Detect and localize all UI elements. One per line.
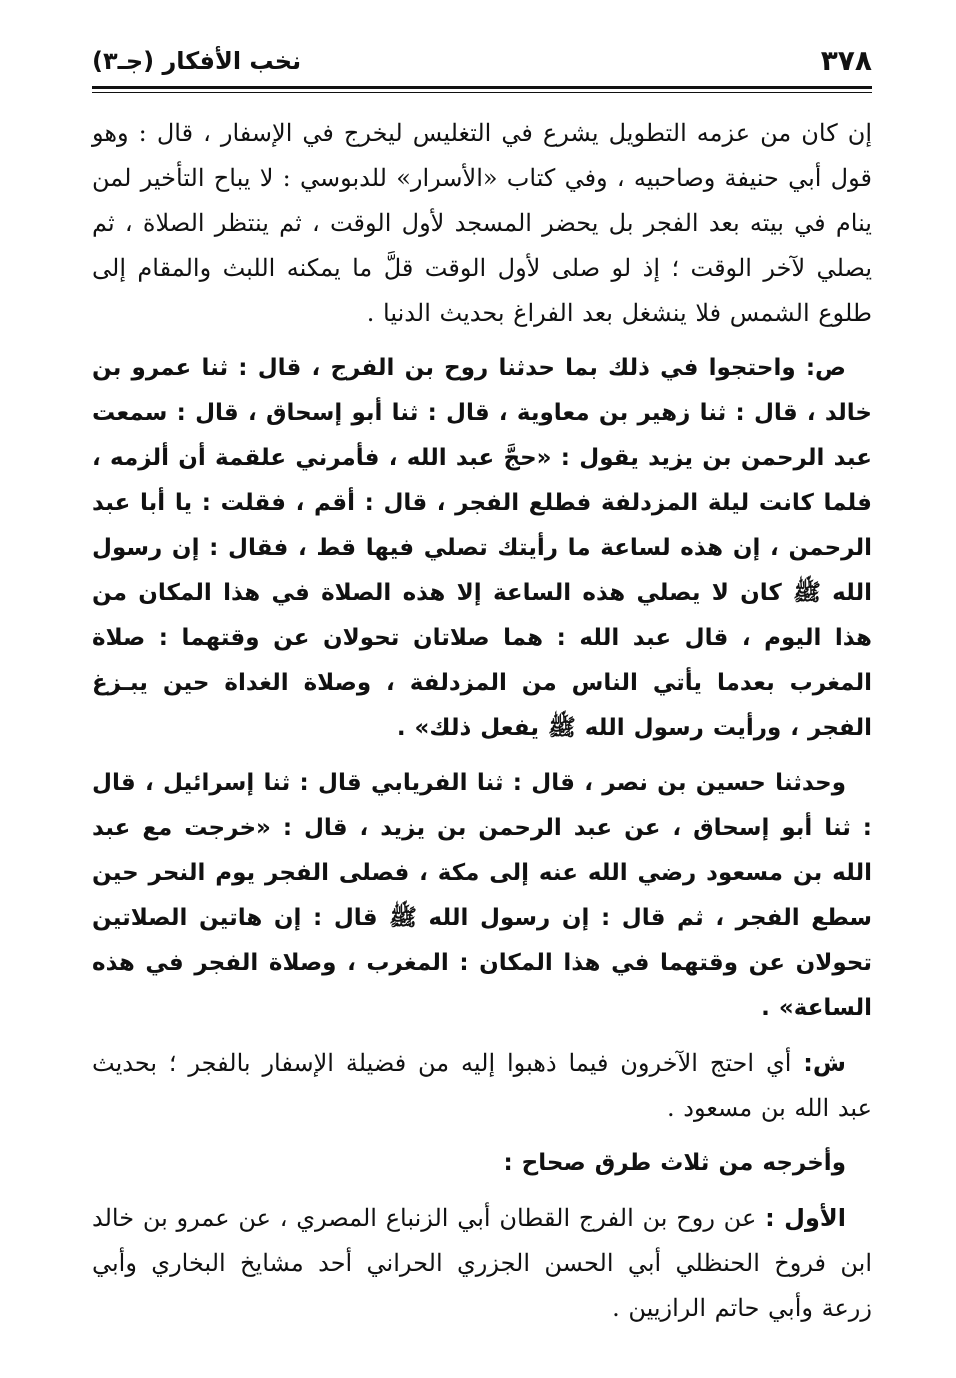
header-rule-thin [92, 92, 872, 93]
running-title: نخب الأفكار (جـ٣) [92, 47, 302, 75]
paragraph-first-route [92, 1196, 872, 1331]
first-route-body: عن روح بن الفرج القطان أبي الزنباع المصري ، عن عمرو بن خالد ابن فروخ الحنظلي أبي الحسن الجزري الحراني أحد مشايخ البخاري وأبي زرعة وأبي حاتم الرازيين . [92, 1204, 872, 1322]
paragraph-commentary [92, 1041, 872, 1131]
text-marker-shin: ش: [803, 1049, 846, 1077]
book-page [92, 40, 872, 1360]
paragraph-section-heading: وأخرجه من ثلاث طرق صحاح : [503, 1150, 846, 1176]
paragraph-commentary-body: أي احتج الآخرون فيما ذهبوا إليه من فضيلة الإسفار بالفجر ؛ بحديث عبد الله بن مسعود . [92, 1049, 872, 1122]
body-text [92, 111, 872, 1331]
paragraph-hadith-body: واحتجوا في ذلك بما حدثنا روح بن الفرج ، قال : ثنا عمرو بن خالد ، قال : ثنا زهير بن معاوية ، قال : ثنا أبو إسحاق ، قال : سمعت عبد الرحمن بن يزيد يقول : «حجَّ عبد الله ، فأمرني علقمة أن ألزمه ، فلما كانت ليلة المزدلفة فطلع الفجر ، قال : أقم ، فقلت : يا أبا عبد الرحمن ، إن هذه لساعة ما رأيتك تصلي فيها قط ، فقال : إن رسول الله ﷺ كان لا يصلي هذه الساعة إلا هذه الصلاة في هذا المكان من هذا اليوم ، قال عبد الله : هما صلاتان تحولان عن وقتهما : صلاة المغرب بعدما يأتي الناس من المزدلفة ، وصلاة الغداة حين يبـزغ الفجر ، ورأيت رسول الله ﷺ يفعل ذلك» . [92, 355, 872, 741]
paragraph-second-chain: وحدثنا حسين بن نصر ، قال : ثنا الفريابي قال : ثنا إسرائيل ، قال : ثنا أبو إسحاق ، عن عبد الرحمن بن يزيد ، قال : «خرجت مع عبد الله بن مسعود رضي الله عنه إلى مكة ، فصلى الفجر يوم النحر حين سطع الفجر ، ثم قال : إن رسول الله ﷺ قال : إن هاتين الصلاتين تحولان عن وقتهما في هذا المكان : المغرب ، وصلاة الفجر في هذه الساعة» . [92, 770, 872, 1021]
paragraph-commentary-continued: إن كان من عزمه التطويل يشرع في التغليس ليخرج في الإسفار ، قال : وهو قول أبي حنيفة وصاحبيه ، وفي كتاب «الأسرار» للدبوسي : لا يباح التأخير لمن ينام في بيته بعد الفجر بل يحضر المسجد لأول الوقت ، ثم ينتظر الصلاة ، ثم يصلي لآخر الوقت ؛ إذ لو صلى لأول الوقت قلَّ ما يمكنه اللبث والمقام إلى طلوع الشمس فلا ينشغل بعد الفراغ بحديث الدنيا . [92, 119, 873, 327]
paragraph-hadith-text [92, 346, 872, 751]
header-rule-thick [92, 86, 872, 89]
page-header [92, 40, 872, 82]
text-marker-sad: ص: [805, 355, 846, 381]
page-number: ٣٧٨ [820, 44, 872, 77]
first-route-label: الأول : [765, 1204, 846, 1232]
